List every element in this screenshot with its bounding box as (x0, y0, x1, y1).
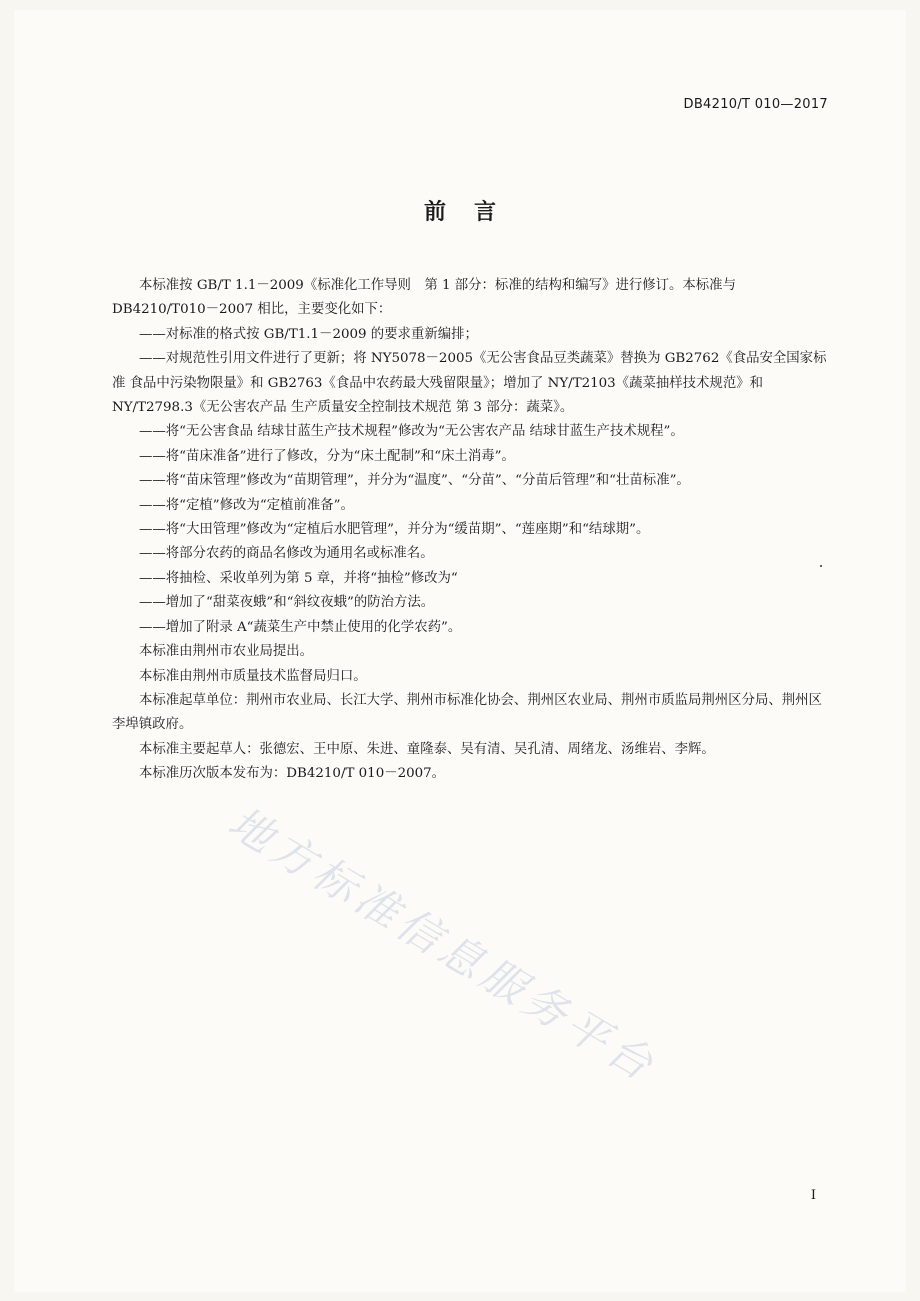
change-item: ——将部分农药的商品名修改为通用名或标准名。 (139, 546, 434, 562)
change-item: ——将“定植”修改为“定植前准备”。 (139, 497, 354, 513)
document-code: DB4210/T 010—2017 (683, 97, 828, 112)
change-item: ——将“苗床管理”修改为“苗期管理”，并分为“温度”、“分苗”、“分苗后管理”和“壮苗标准”。 (139, 473, 690, 489)
drafting-units: 本标准起草单位：荆州市农业局、长江大学、荆州市标准化协会、荆州区农业局、荆州市质监局荆州区分局、荆州区李埠镇政府。 (112, 692, 822, 733)
foreword-body (112, 274, 828, 787)
change-item: ——对规范性引用文件进行了更新；将 NY5078－2005《无公害食品豆类蔬菜》替换为 GB2762《食品安全国家标准 食品中污染物限量》和 GB2763《食品中农药最大残留限量》；增加了 NY/T2103《蔬菜抽样技术规范》和 NY/T2798.3《无公害农产品 生产质量安全控制技术规范 第 3 部分：蔬菜》。 (112, 351, 827, 416)
change-item: ——增加了“甜菜夜蛾”和“斜纹夜蛾”的防治方法。 (139, 595, 435, 611)
main-drafters: 本标准主要起草人：张德宏、王中原、朱进、童隆泰、吴有清、吴孔清、周绪龙、汤维岩、李辉。 (139, 741, 715, 757)
proposed-by: 本标准由荆州市农业局提出。 (139, 644, 314, 660)
intro-paragraph: 本标准按 GB/T 1.1－2009《标准化工作导则 第 1 部分：标准的结构和编写》进行修订。本标准与 DB4210/T010－2007 相比，主要变化如下： (112, 278, 736, 318)
change-item: ——增加了附录 A“蔬菜生产中禁止使用的化学农药”。 (139, 619, 462, 635)
change-item: ——将“大田管理”修改为“定植后水肥管理”，并分为“缓苗期”、“莲座期”和“结球期”。 (139, 522, 650, 538)
managed-by: 本标准由荆州市质量技术监督局归口。 (139, 668, 367, 684)
change-item: ——将“无公害食品 结球甘蓝生产技术规程”修改为“无公害农产品 结球甘蓝生产技术规程”。 (139, 424, 684, 440)
scan-speck (820, 565, 822, 567)
page-title: 前言 (423, 200, 524, 225)
change-item: ——对标准的格式按 GB/T1.1－2009 的要求重新编排； (139, 326, 478, 342)
change-item: ——将抽检、采收单列为第 5 章，并将“抽检”修改为“ (139, 570, 458, 586)
page-number: I (810, 1188, 816, 1203)
watermark: 地方标准信息服务平台 (219, 797, 666, 1093)
version-history: 本标准历次版本发布为：DB4210/T 010－2007。 (139, 766, 446, 782)
change-item: ——将“苗床准备”进行了修改，分为“床土配制”和“床土消毒”。 (139, 448, 515, 464)
